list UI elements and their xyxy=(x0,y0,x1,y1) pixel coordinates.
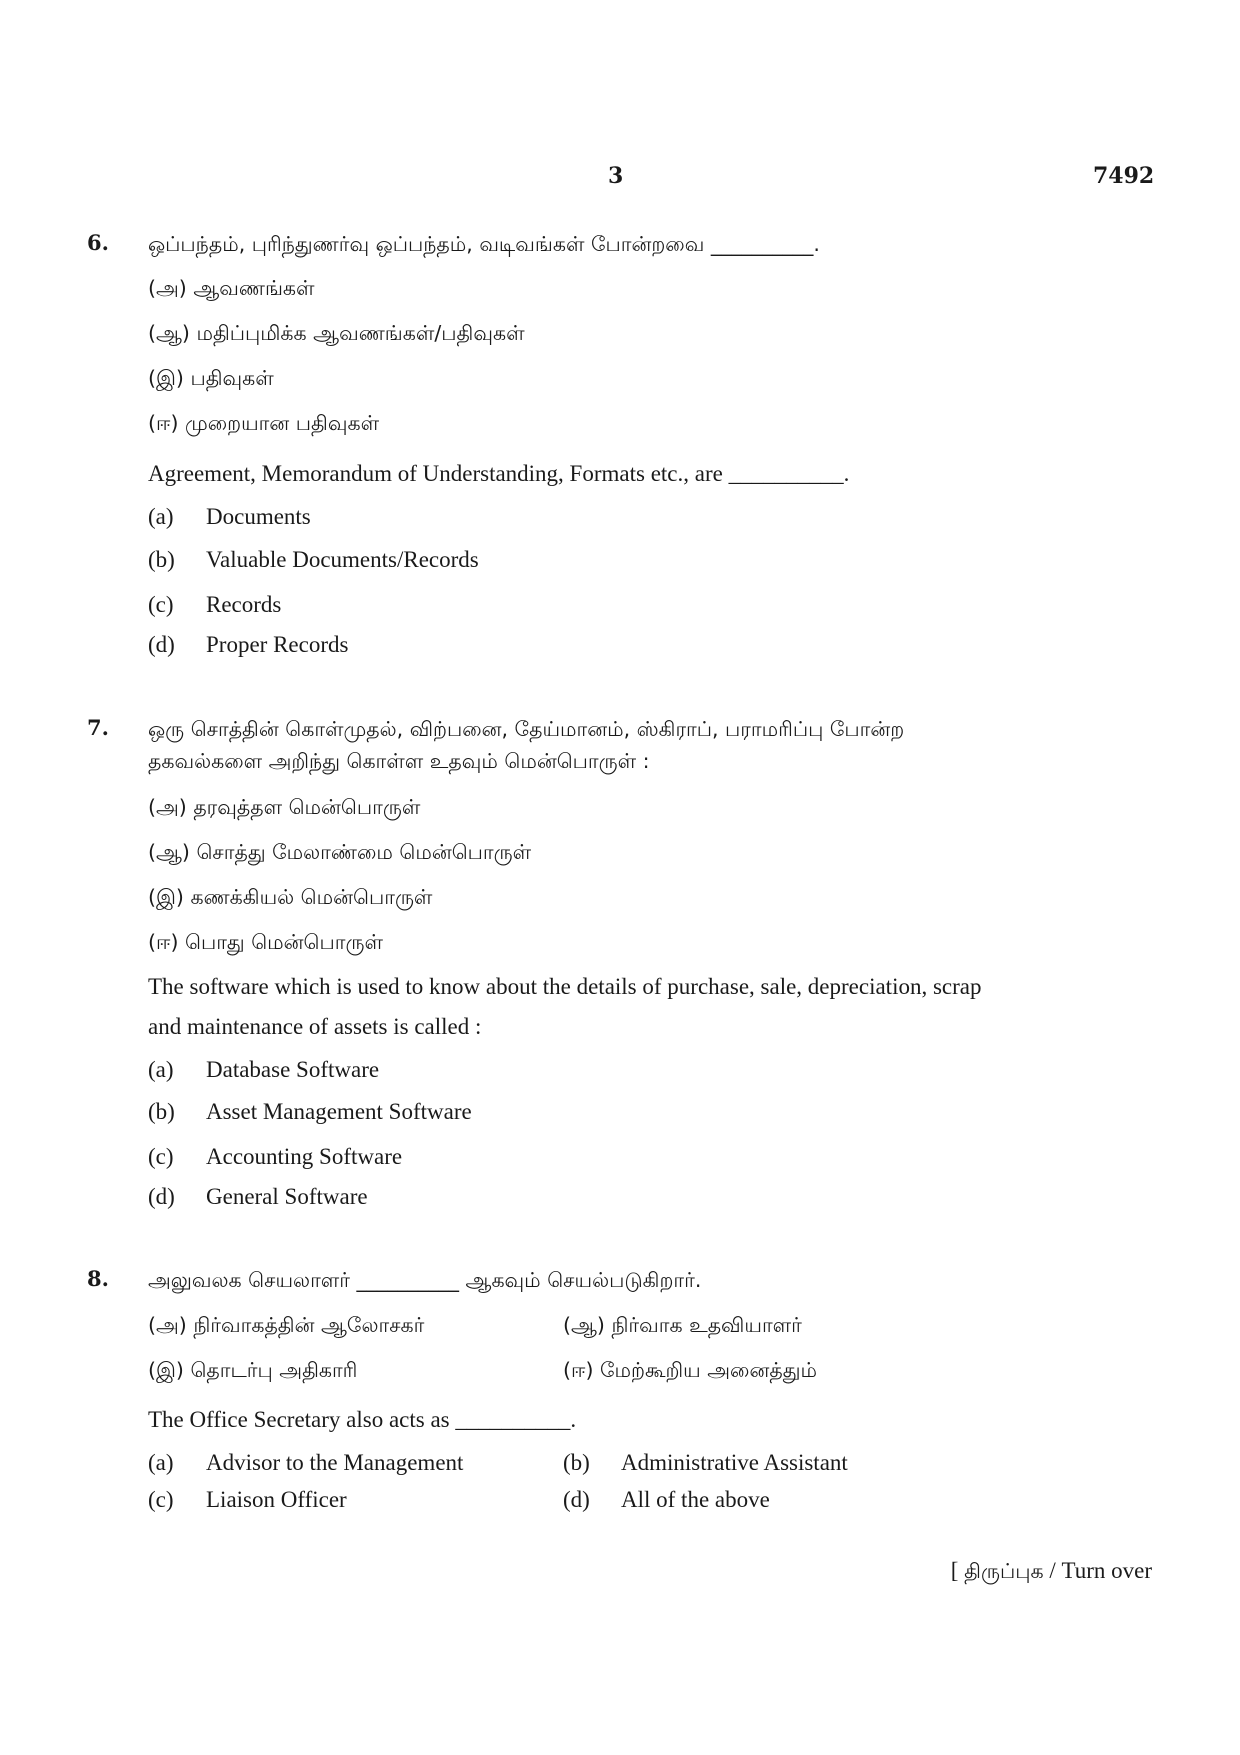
question-number: 8. xyxy=(87,1266,109,1291)
option-label: (ஆ) xyxy=(563,1313,605,1337)
tamil-option xyxy=(148,1358,357,1385)
question-stem-english: and maintenance of assets is called : xyxy=(148,1014,482,1039)
question-stem-english: The Office Secretary also acts as __________. xyxy=(148,1407,577,1432)
footer-english: Turn over xyxy=(1061,1558,1152,1583)
english-option xyxy=(563,1487,770,1513)
option-text: முறையான பதிவுகள் xyxy=(184,411,380,435)
english-option xyxy=(148,1487,347,1513)
option-text: Database Software xyxy=(206,1057,380,1082)
option-text: Valuable Documents/Records xyxy=(206,547,479,572)
option-label: (இ) xyxy=(148,1358,184,1382)
tamil-option xyxy=(148,411,379,438)
option-label: (அ) xyxy=(148,795,187,819)
question-stem-tamil: ஒப்பந்தம், புரிந்துணர்வு ஒப்பந்தம், வடிவங்கள் போன்றவை __________. xyxy=(148,232,820,256)
turn-over-note xyxy=(951,1558,1152,1586)
option-label: (அ) xyxy=(148,276,187,300)
tamil-option xyxy=(148,795,420,822)
question-stem-english: Agreement, Memorandum of Understanding, Formats etc., are __________. xyxy=(148,461,850,486)
option-text: Proper Records xyxy=(206,632,349,657)
option-text: நிர்வாக உதவியாளர் xyxy=(611,1313,802,1337)
english-option xyxy=(563,1450,848,1476)
option-label: (d) xyxy=(148,1184,175,1209)
english-option xyxy=(148,592,281,618)
english-option xyxy=(148,632,348,658)
option-label: (b) xyxy=(563,1450,590,1475)
option-text: மேற்கூறிய அனைத்தும் xyxy=(599,1358,817,1382)
option-text: Administrative Assistant xyxy=(621,1450,848,1475)
option-text: Asset Management Software xyxy=(206,1099,472,1124)
option-text: தொடர்பு அதிகாரி xyxy=(190,1358,358,1382)
option-label: (c) xyxy=(148,1144,174,1169)
option-label: (a) xyxy=(148,504,174,529)
option-text: ஆவணங்கள் xyxy=(193,276,315,300)
option-label: (ஆ) xyxy=(148,840,190,864)
option-text: மதிப்புமிக்க ஆவணங்கள்/பதிவுகள் xyxy=(196,321,525,345)
option-label: (a) xyxy=(148,1057,174,1082)
option-label: (ஈ) xyxy=(148,930,179,954)
tamil-option xyxy=(148,276,315,303)
tamil-option xyxy=(148,840,531,867)
option-text: பொது மென்பொருள் xyxy=(184,930,383,954)
option-text: All of the above xyxy=(621,1487,770,1512)
option-label: (c) xyxy=(148,592,174,617)
english-option xyxy=(148,1057,379,1083)
english-option xyxy=(148,1184,368,1210)
option-label: (இ) xyxy=(148,366,184,390)
option-text: தரவுத்தள மென்பொருள் xyxy=(193,795,421,819)
tamil-option xyxy=(148,885,432,912)
question-number: 6. xyxy=(87,230,109,255)
footer-tamil: திருப்புக xyxy=(964,1559,1044,1583)
tamil-option xyxy=(563,1313,802,1340)
option-text: கணக்கியல் மென்பொருள் xyxy=(190,885,433,909)
option-text: பதிவுகள் xyxy=(190,366,274,390)
option-label: (அ) xyxy=(148,1313,187,1337)
footer-bracket: [ xyxy=(950,1558,959,1583)
english-option xyxy=(148,1144,402,1170)
option-label: (ஈ) xyxy=(148,411,179,435)
option-label: (d) xyxy=(563,1487,590,1512)
question-number: 7. xyxy=(87,715,109,740)
option-label: (d) xyxy=(148,632,175,657)
tamil-option xyxy=(148,1313,424,1340)
option-text: Documents xyxy=(206,504,311,529)
option-label: (c) xyxy=(148,1487,174,1512)
option-label: (ஆ) xyxy=(148,321,190,345)
option-text: Records xyxy=(206,592,282,617)
paper-code: 7492 xyxy=(1093,163,1155,189)
question-stem-tamil: தகவல்களை அறிந்து கொள்ள உதவும் மென்பொருள் : xyxy=(148,749,650,773)
english-option xyxy=(148,1099,472,1125)
footer-separator: / xyxy=(1049,1558,1056,1583)
tamil-option xyxy=(148,321,525,348)
option-label: (b) xyxy=(148,547,175,572)
tamil-option xyxy=(148,930,383,957)
english-option xyxy=(148,1450,463,1476)
english-option xyxy=(148,547,479,573)
tamil-option xyxy=(563,1358,817,1385)
option-text: Liaison Officer xyxy=(206,1487,347,1512)
option-text: Advisor to the Management xyxy=(206,1450,464,1475)
option-text: General Software xyxy=(206,1184,368,1209)
question-stem-tamil: ஒரு சொத்தின் கொள்முதல், விற்பனை, தேய்மானம், ஸ்கிராப், பராமரிப்பு போன்ற xyxy=(148,717,905,741)
option-text: நிர்வாகத்தின் ஆலோசகர் xyxy=(193,1313,425,1337)
question-stem-english: The software which is used to know about the details of purchase, sale, depreciation, scrap xyxy=(148,974,982,999)
option-text: சொத்து மேலாண்மை மென்பொருள் xyxy=(196,840,532,864)
option-label: (a) xyxy=(148,1450,174,1475)
english-option xyxy=(148,504,311,530)
question-stem-tamil: அலுவலக செயலாளர் __________ ஆகவும் செயல்படுகிறார். xyxy=(148,1268,702,1292)
option-text: Accounting Software xyxy=(206,1144,403,1169)
page-number: 3 xyxy=(608,163,624,189)
option-label: (ஈ) xyxy=(563,1358,594,1382)
option-label: (இ) xyxy=(148,885,184,909)
tamil-option xyxy=(148,366,274,393)
option-label: (b) xyxy=(148,1099,175,1124)
